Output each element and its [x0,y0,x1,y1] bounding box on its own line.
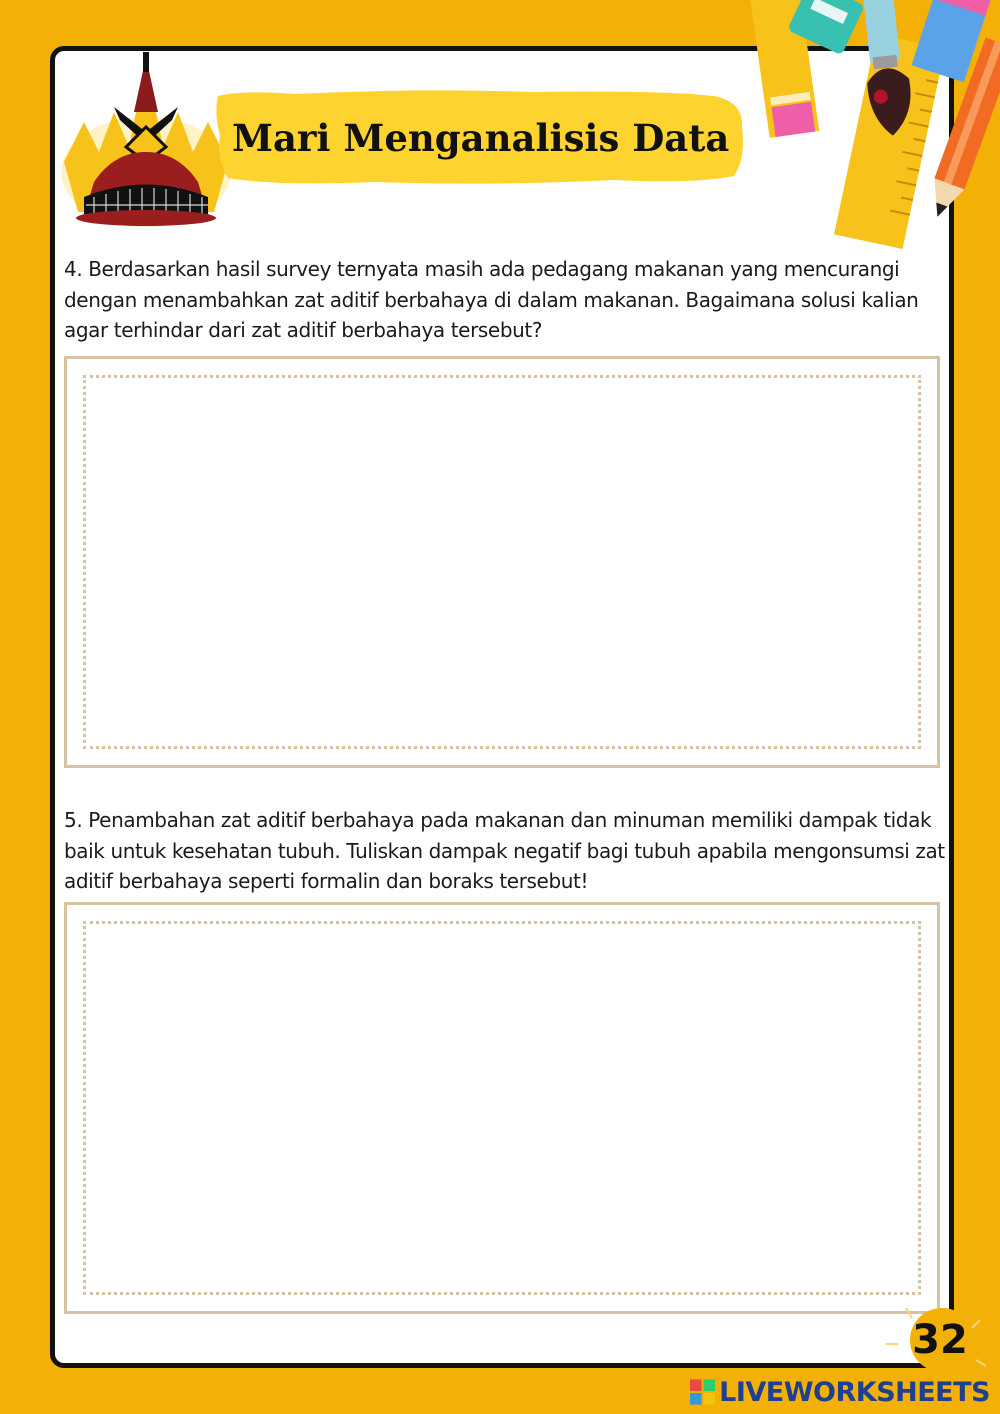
stationery-icon [745,0,1000,250]
siger-crown-icon [54,52,234,227]
page-number: 32 [912,1317,968,1363]
question-4-text: 4. Berdasarkan hasil survey ternyata masih ada pedagang makanan yang mencurangi dengan menambahkan zat aditif berbahaya di dalam makanan. Bagaimana solusi kalian agar terhindar dari zat aditif berbahaya tersebut? [64,257,919,342]
watermark-text: LIVEWORKSHEETS [719,1376,990,1408]
liveworksheets-logo-icon [690,1379,715,1405]
liveworksheets-watermark [690,1374,990,1410]
answer-box-question-5[interactable] [64,902,940,1314]
question-5-text: 5. Penambahan zat aditif berbahaya pada makanan dan minuman memiliki dampak tidak baik untuk kesehatan tubuh. Tuliskan dampak negatif bagi tubuh apabila mengonsumsi zat aditif berbahaya seperti formalin dan boraks tersebut! [64,808,945,893]
answer-box-inner-border [83,375,921,749]
answer-box-question-4[interactable] [64,356,940,768]
answer-box-inner-border [83,921,921,1295]
page-title: Mari Menganalisis Data [232,116,730,160]
